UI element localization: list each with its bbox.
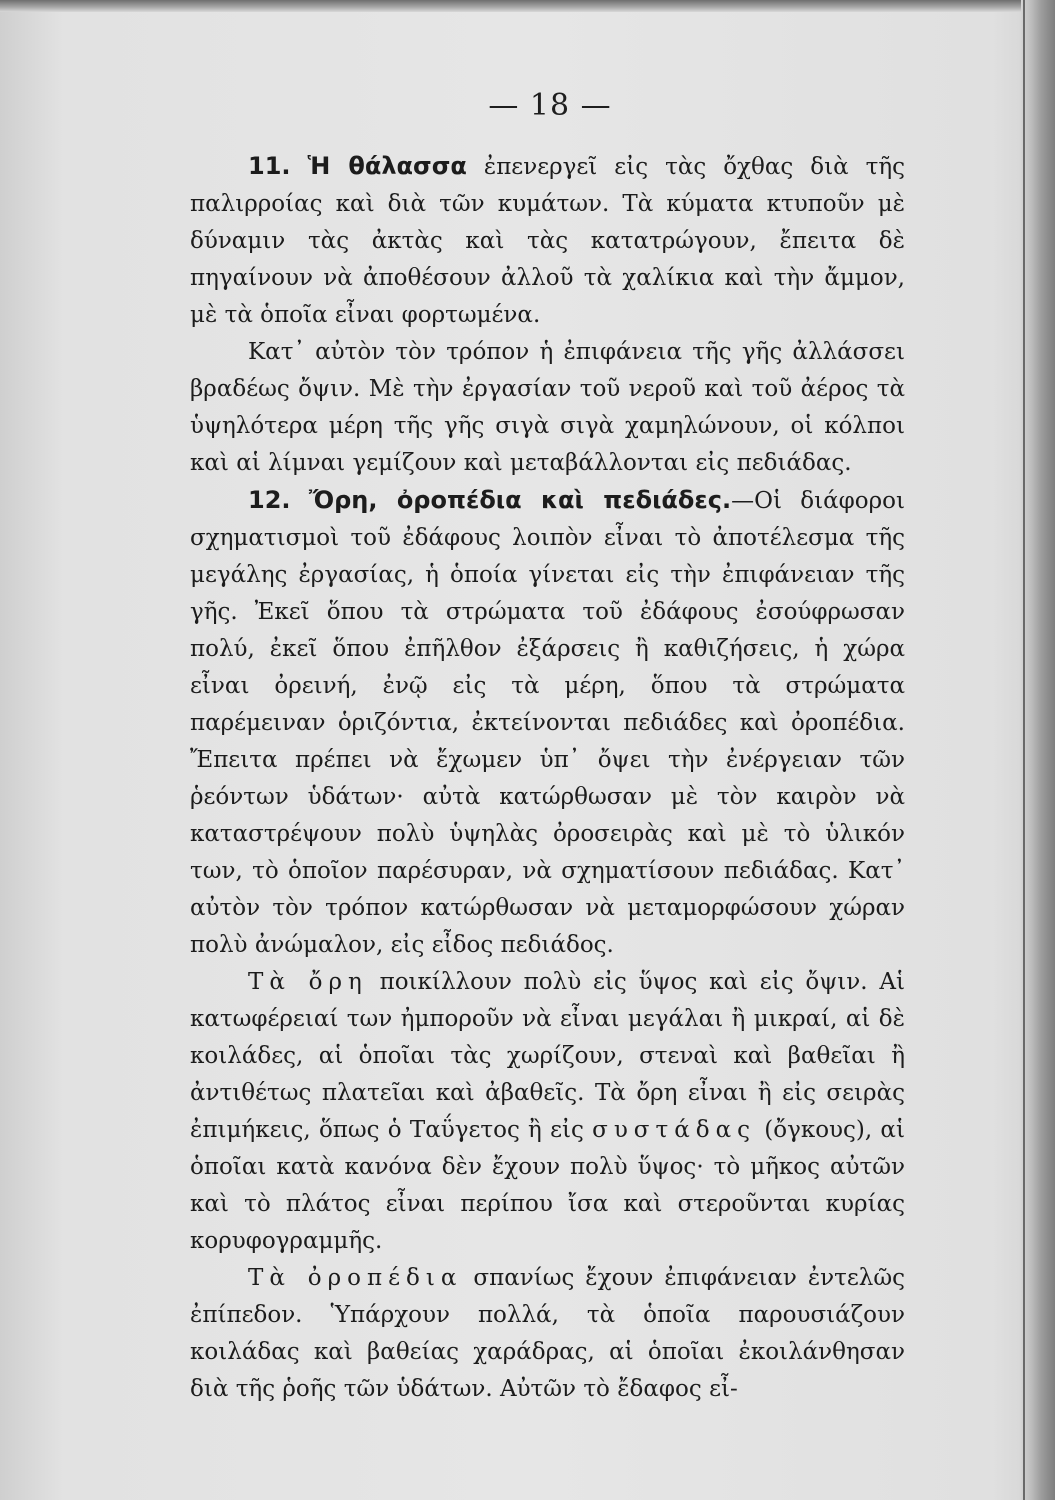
spaced-term: Τὰ ὀροπέδια — [248, 1265, 463, 1291]
spaced-term: Τὰ ὄρη — [248, 969, 368, 995]
paragraph-text: σπανίως ἔχουν ἐπιφάνειαν ἐντελῶς ἐπίπεδον. Ὑπάρχουν πολλά, τὰ ὁποῖα παρουσιάζουν κοιλάδας καὶ βαθείας χαράδρας, αἱ ὁποῖαι ἐκοιλάνθησαν διὰ τῆς ῥοῆς τῶν ὑδάτων. Αὐτῶν τὸ ἔδαφος εἶ- — [190, 1265, 905, 1402]
section-11 — [190, 148, 905, 334]
section-number: 11. — [248, 152, 291, 180]
body-text — [190, 148, 905, 1408]
top-edge — [0, 0, 1055, 12]
paragraph-plateaus — [190, 1260, 905, 1408]
section-number: 12. — [248, 486, 291, 514]
section-text: ἐπενεργεῖ εἰς τὰς ὄχθας διὰ τῆς παλιρροίας καὶ διὰ τῶν κυμάτων. Τὰ κύματα κτυποῦν μὲ δύναμιν τὰς ἀκτὰς καὶ τὰς κατατρώγουν, ἔπειτα δὲ πηγαίνουν νὰ ἀποθέσουν ἀλλοῦ τὰ χαλίκια καὶ τὴν ἄμμον, μὲ τὰ ὁποῖα εἶναι φορτωμένα. — [190, 154, 905, 328]
paragraph-text: (ὄγκους), αἱ ὁποῖαι κατὰ κανόνα δὲν ἔχουν πολὺ ὕψος· τὸ μῆκος αὐτῶν καὶ τὸ πλάτος εἶναι περίπου ἴσα καὶ στεροῦνται κυρίας κορυφογραμμῆς. — [190, 1117, 905, 1254]
page-binding-edge — [1021, 0, 1055, 1500]
section-title: Ἡ θάλασσα — [307, 152, 467, 180]
section-12 — [190, 482, 905, 964]
page-number: — 18 — — [488, 88, 612, 123]
paragraph-mountains — [190, 964, 905, 1260]
binding-line — [1023, 0, 1025, 1500]
section-text: —Οἱ διάφοροι σχηματισμοὶ τοῦ ἐδάφους λοιπὸν εἶναι τὸ ἀποτέλεσμα τῆς μεγάλης ἐργασίας, ἡ ὁποία γίνεται εἰς τὴν ἐπιφάνειαν τῆς γῆς. Ἐκεῖ ὅπου τὰ στρώματα τοῦ ἐδάφους ἐσούφρωσαν πολύ, ἐκεῖ ὅπου ἐπῆλθον ἐξάρσεις ἢ καθιζήσεις, ἡ χώρα εἶναι ὀρεινή, ἐνῷ εἰς τὰ μέρη, ὅπου τὰ στρώματα παρέμειναν ὁριζόντια, ἐκτείνονται πεδιάδες καὶ ὀροπέδια. Ἔπειτα πρέπει νὰ ἔχωμεν ὑπ᾽ ὄψει τὴν ἐνέργειαν τῶν ῥεόντων ὑδάτων· αὐτὰ κατώρθωσαν μὲ τὸν καιρὸν νὰ καταστρέψουν πολὺ ὑψηλὰς ὀροσειρὰς καὶ μὲ τὸ ὑλικόν των, τὸ ὁποῖον παρέσυραν, νὰ σχηματίσουν πεδιάδας. Κατ᾽ αὐτὸν τὸν τρόπον κατώρθωσαν νὰ μεταμορφώσουν χώραν πολὺ ἀνώμαλον, εἰς εἶδος πεδιάδος. — [190, 488, 906, 958]
paragraph-text: ποικίλλουν πολὺ εἰς ὕψος καὶ εἰς ὄψιν. Αἱ κατωφέρειαί των ἠμποροῦν νὰ εἶναι μεγάλαι ἢ μικραί, αἱ δὲ κοιλάδες, αἱ ὁποῖαι τὰς χωρίζουν, στεναὶ καὶ βαθεῖαι ἢ ἀντιθέτως πλατεῖαι καὶ ἀβαθεῖς. Τὰ ὄρη εἶναι ἢ εἰς σειρὰς ἐπιμήκεις, ὅπως ὁ Ταΰγετος ἢ εἰς — [190, 969, 905, 1143]
section-title: Ὄρη, ὀροπέδια καὶ πεδιάδες. — [308, 486, 732, 514]
paragraph: Κατ᾽ αὐτὸν τὸν τρόπον ἡ ἐπιφάνεια τῆς γῆς ἀλλάσσει βραδέως ὄψιν. Μὲ τὴν ἐργασίαν τοῦ νεροῦ καὶ τοῦ ἀέρος τὰ ὑψηλότερα μέρη τῆς γῆς σιγὰ σιγὰ χαμηλώνουν, οἱ κόλποι καὶ αἱ λίμναι γεμίζουν καὶ μεταβάλλονται εἰς πεδιάδας. — [190, 339, 905, 476]
spaced-term: συστάδας — [592, 1117, 757, 1143]
